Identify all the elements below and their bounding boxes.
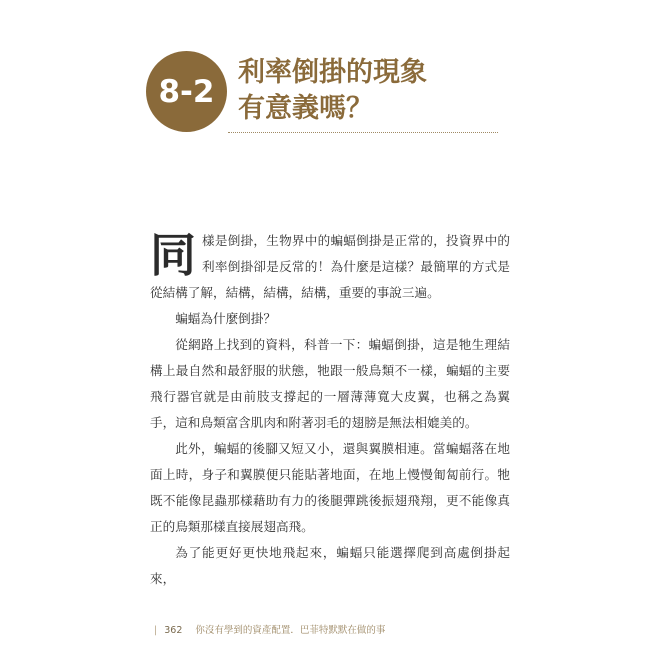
page-number: 362 bbox=[164, 625, 183, 636]
paragraph-5: 為了能更好更快地飛起來，蝙蝠只能選擇爬到高處倒掛起來， bbox=[150, 545, 510, 586]
chapter-title-line2: 有意義嗎？ bbox=[238, 93, 373, 124]
paragraph-2: 蝙蝠為什麼倒掛？ bbox=[175, 311, 276, 326]
drop-cap: 同 bbox=[150, 228, 196, 282]
body-text bbox=[150, 228, 510, 592]
chapter-number-badge bbox=[146, 51, 227, 132]
title-divider bbox=[228, 132, 498, 133]
chapter-number: 8-2 bbox=[158, 73, 215, 110]
paragraph-3: 從網路上找到的資料，科普一下：蝙蝠倒掛，這是牠生理結構上最自然和最舒服的狀態，牠跟一般鳥類不一樣，蝙蝠的主要飛行器官就是由前肢支撐起的一層薄薄寬大皮翼，也稱之為翼手，這和鳥類富含肌肉和附著羽毛的翅膀是無法相媲美的。 bbox=[150, 337, 510, 430]
footer-book-title: 你沒有學到的資產配置．巴菲特默默在做的事 bbox=[195, 625, 386, 636]
paragraph-1-text: 樣是倒掛，生物界中的蝙蝠倒掛是正常的，投資界中的利率倒掛卻是反常的！為什麼是這樣？最簡單的方式是從結構了解，結構，結構，結構，重要的事說三遍。 bbox=[150, 233, 510, 300]
paragraph-4: 此外，蝙蝠的後腳又短又小，還與翼膜相連。當蝙蝠落在地面上時，身子和翼膜便只能貼著地面，在地上慢慢匍匐前行。牠既不能像昆蟲那樣藉助有力的後腿彈跳後振翅飛翔，更不能像真正的鳥類那樣直接展翅高飛。 bbox=[150, 441, 510, 534]
paragraph-1 bbox=[150, 228, 510, 306]
chapter-title bbox=[238, 55, 427, 127]
chapter-title-line1: 利率倒掛的現象 bbox=[238, 57, 427, 88]
page-footer bbox=[150, 622, 385, 636]
footer-separator: | bbox=[154, 625, 158, 636]
